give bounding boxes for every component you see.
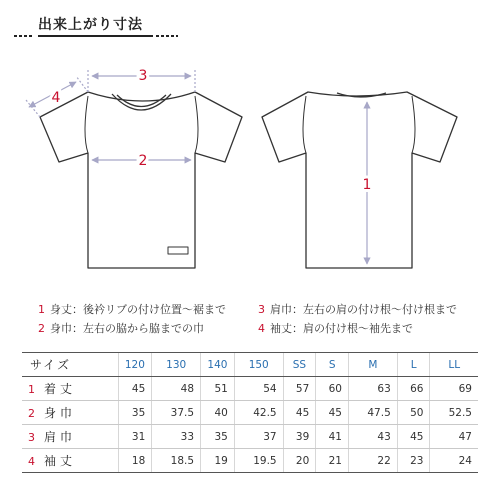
tshirt-back <box>262 92 457 268</box>
row-label <box>22 401 118 425</box>
legend-number: 4 <box>258 322 265 335</box>
table-cell: 60 <box>316 377 349 401</box>
table-cell: 54 <box>234 377 283 401</box>
legend-item-2 <box>38 320 204 336</box>
size-col-header: L <box>397 353 430 377</box>
legend-text: 袖丈：肩の付け根〜袖先まで <box>270 322 413 335</box>
row-label-text: 着丈 <box>44 382 77 396</box>
size-col-header: M <box>349 353 398 377</box>
row-label <box>22 377 118 401</box>
row-number: 3 <box>28 431 35 444</box>
size-col-header: LL <box>430 353 478 377</box>
table-cell: 21 <box>316 449 349 473</box>
size-header-row <box>22 353 478 377</box>
row-number: 1 <box>28 383 35 396</box>
dimension-label-2: 2 <box>138 153 148 169</box>
page-title: 出来上がり寸法 <box>38 17 143 33</box>
legend-item-4 <box>258 320 413 336</box>
size-col-header: S <box>316 353 349 377</box>
table-cell: 31 <box>118 425 152 449</box>
table-cell: 45 <box>316 401 349 425</box>
table-cell: 24 <box>430 449 478 473</box>
legend-text: 肩巾：左右の肩の付け根〜付け根まで <box>270 303 457 316</box>
table-cell: 19 <box>201 449 235 473</box>
table-cell: 50 <box>397 401 430 425</box>
table-cell: 40 <box>201 401 235 425</box>
table-cell: 66 <box>397 377 430 401</box>
size-header-label: サイズ <box>22 353 118 377</box>
table-cell: 35 <box>201 425 235 449</box>
table-row-sleeve-length <box>22 449 478 473</box>
dimension-label-3: 3 <box>138 68 148 84</box>
table-cell: 35 <box>118 401 152 425</box>
table-cell: 19.5 <box>234 449 283 473</box>
dimension-label-4: 4 <box>51 90 61 106</box>
table-cell: 39 <box>283 425 316 449</box>
table-cell: 37.5 <box>152 401 201 425</box>
table-cell: 20 <box>283 449 316 473</box>
table-cell: 42.5 <box>234 401 283 425</box>
table-cell: 63 <box>349 377 398 401</box>
table-row-body-width <box>22 401 478 425</box>
table-cell: 45 <box>118 377 152 401</box>
row-label <box>22 425 118 449</box>
table-cell: 45 <box>397 425 430 449</box>
table-cell: 47 <box>430 425 478 449</box>
row-number: 4 <box>28 455 35 468</box>
table-cell: 48 <box>152 377 201 401</box>
table-cell: 57 <box>283 377 316 401</box>
legend-number: 3 <box>258 303 265 316</box>
dimension-label-1: 1 <box>362 177 372 193</box>
table-cell: 18 <box>118 449 152 473</box>
row-label <box>22 449 118 473</box>
legend-text: 身巾：左右の脇から脇までの巾 <box>50 322 204 335</box>
tshirt-front <box>40 92 242 268</box>
legend-number: 2 <box>38 322 45 335</box>
table-cell: 41 <box>316 425 349 449</box>
table-cell: 22 <box>349 449 398 473</box>
size-col-header: 140 <box>201 353 235 377</box>
row-label-text: 肩巾 <box>44 430 77 444</box>
table-cell: 51 <box>201 377 235 401</box>
table-row-length <box>22 377 478 401</box>
row-number: 2 <box>28 407 35 420</box>
table-cell: 23 <box>397 449 430 473</box>
table-cell: 52.5 <box>430 401 478 425</box>
table-cell: 43 <box>349 425 398 449</box>
table-cell: 18.5 <box>152 449 201 473</box>
row-label-text: 身巾 <box>44 406 77 420</box>
table-row-shoulder-width <box>22 425 478 449</box>
legend-item-1 <box>38 301 226 317</box>
legend-number: 1 <box>38 303 45 316</box>
size-col-header: SS <box>283 353 316 377</box>
table-cell: 47.5 <box>349 401 398 425</box>
table-cell: 33 <box>152 425 201 449</box>
size-col-header: 130 <box>152 353 201 377</box>
size-col-header: 150 <box>234 353 283 377</box>
legend-item-3 <box>258 301 457 317</box>
table-cell: 45 <box>283 401 316 425</box>
legend-text: 身丈：後衿リブの付け位置〜裾まで <box>50 303 226 316</box>
table-cell: 37 <box>234 425 283 449</box>
size-col-header: 120 <box>118 353 152 377</box>
size-table <box>22 352 478 473</box>
row-label-text: 袖丈 <box>44 454 77 468</box>
table-cell: 69 <box>430 377 478 401</box>
